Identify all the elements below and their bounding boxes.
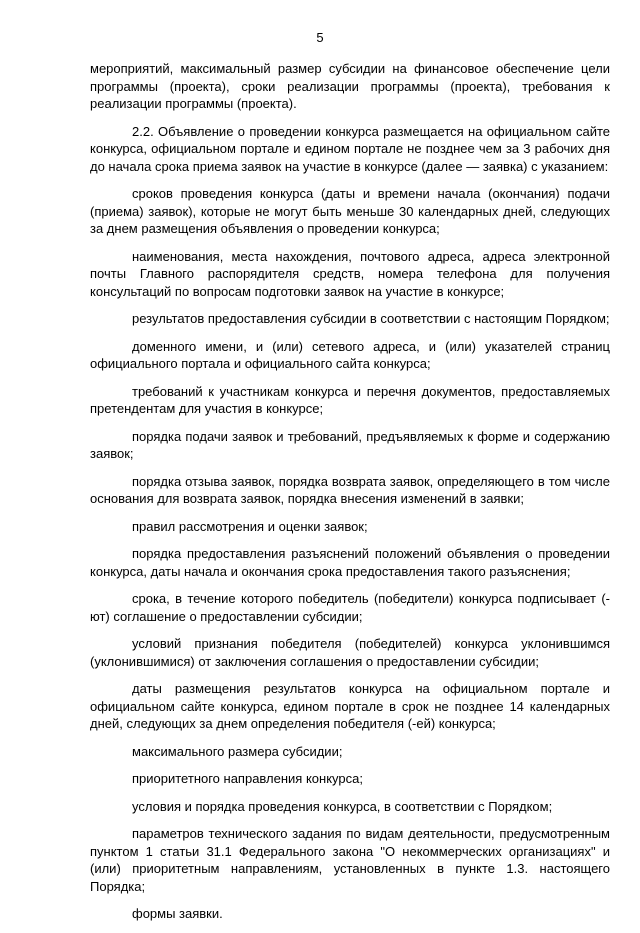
paragraph: порядка подачи заявок и требований, предъявляемых к форме и содержанию заявок;	[90, 428, 610, 461]
paragraph: доменного имени, и (или) сетевого адреса, и (или) указателей страниц официального портала и официального сайта конкурса;	[90, 338, 610, 371]
paragraph: условий признания победителя (победителей) конкурса уклонившимся (уклонившимися) от заключения соглашения о предоставлении субсидии;	[90, 636, 610, 669]
paragraph: срока, в течение которого победитель (победители) конкурса подписывает (-ют) соглашение о предоставлении субсидии;	[90, 591, 610, 624]
paragraph: максимального размера субсидии;	[132, 743, 343, 759]
paragraph: условия и порядка проведения конкурса, в соответствии с Порядком;	[132, 798, 553, 814]
paragraph: правил рассмотрения и оценки заявок;	[132, 518, 368, 534]
paragraph: приоритетного направления конкурса;	[132, 771, 363, 786]
paragraph: параметров технического задания по видам деятельности, предусмотренным пунктом 1 статьи 31.1 Федерального закона "О некоммерческих организациях" и (или) приоритетным направлениям, установленных в пункте 1.3. настоящего Порядка;	[90, 826, 610, 894]
paragraph: требований к участникам конкурса и перечня документов, предоставляемых претендентам для участия в конкурсе;	[90, 383, 610, 416]
paragraph: результатов предоставления субсидии в соответствии с настоящим Порядком;	[132, 311, 610, 326]
paragraph: порядка отзыва заявок, порядка возврата заявок, определяющего в том числе основания для возврата заявок, порядка внесения изменений в заявки;	[90, 473, 610, 506]
paragraph: мероприятий, максимальный размер субсидии на финансовое обеспечение цели программы (проекта), сроки реализации программы (проекта), требования к реализации программы (проекта).	[90, 61, 610, 111]
paragraph: даты размещения результатов конкурса на официальном портале и официальном сайте конкурса, едином портале в срок не позднее 14 календарных дней, следующих за днем определения победителя (-ей) конкурса;	[90, 681, 610, 731]
paragraph: сроков проведения конкурса (даты и времени начала (окончания) подачи (приема) заявок), которые не могут быть меньше 30 календарных дней, следующих за днем размещения объявления о проведении конкурса;	[90, 186, 610, 236]
paragraph: порядка предоставления разъяснений положений объявления о проведении конкурса, даты начала и окончания срока предоставления такого разъяснения;	[90, 546, 610, 579]
paragraph: формы заявки.	[132, 906, 223, 921]
page-number: 5	[316, 30, 324, 45]
paragraph: 2.2. Объявление о проведении конкурса размещается на официальном сайте конкурса, официальном портале и едином портале не позднее чем за 3 рабочих дня до начала срока приема заявок на участие в конкурсе (далее — заявка) с указанием:	[90, 123, 610, 174]
document-body	[90, 60, 610, 933]
paragraph: наименования, места нахождения, почтового адреса, адреса электронной почты Главного распорядителя средств, номера телефона для получения консультаций по вопросам подготовки заявок на участие в конкурсе;	[90, 248, 610, 299]
